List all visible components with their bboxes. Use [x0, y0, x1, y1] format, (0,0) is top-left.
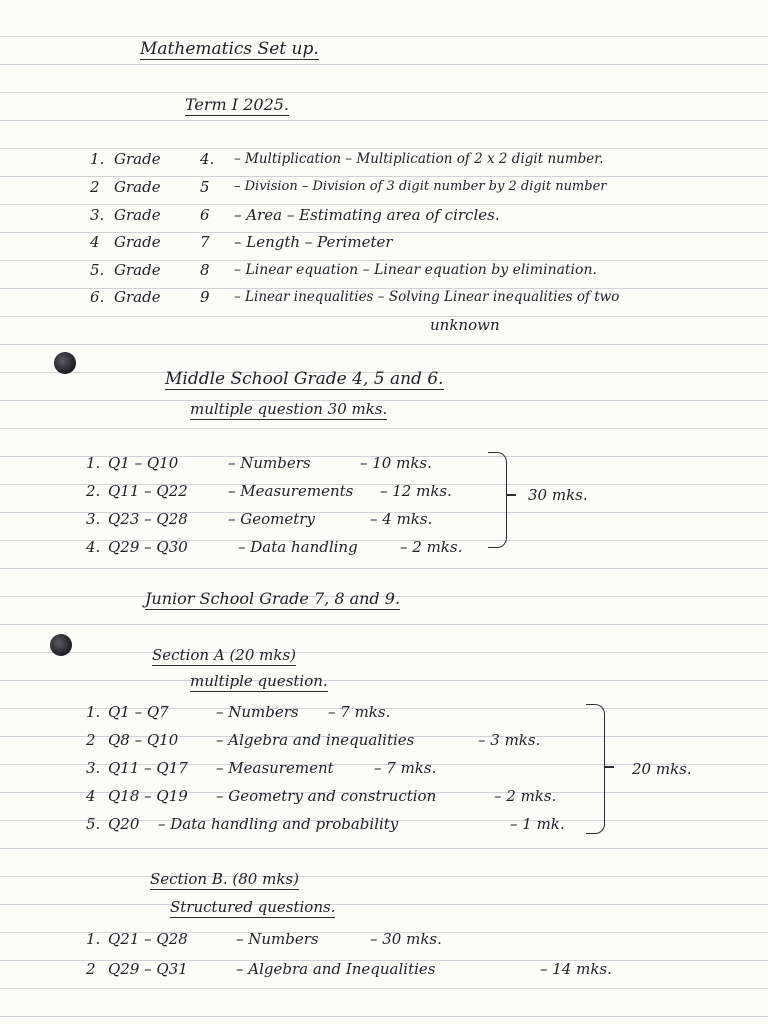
grade-topic: – Division – Division of 3 digit number by 2 digit number	[234, 179, 607, 194]
marks: – 2 mks.	[400, 538, 463, 556]
question-range: Q29 – Q31	[108, 960, 188, 978]
section-b-heading: Section B. (80 mks)	[150, 870, 299, 888]
section-a-heading: Section A (20 mks)	[152, 646, 297, 664]
section-a-total: 20 mks.	[632, 760, 692, 778]
question-range: Q23 – Q28	[108, 510, 188, 528]
grade-label: Grade	[114, 288, 161, 306]
grade-label: Grade	[114, 261, 161, 279]
item-number: 5.	[86, 815, 101, 833]
item-number: 6.	[90, 288, 105, 306]
topic: – Geometry and construction	[216, 787, 437, 805]
marks: – 14 mks.	[540, 960, 612, 978]
item-number: 4.	[86, 538, 101, 556]
marks: – 1 mk.	[510, 815, 565, 833]
grade-topic: – Linear equation – Linear equation by elimination.	[234, 262, 597, 278]
list-item	[0, 703, 768, 721]
topic: – Data handling	[238, 538, 358, 556]
item-number: 2	[86, 960, 96, 978]
grade-label: Grade	[114, 178, 161, 196]
list-item	[0, 482, 768, 500]
item-number: 1.	[86, 454, 101, 472]
marks: – 7 mks.	[374, 759, 437, 777]
item-number: 2	[86, 731, 96, 749]
list-item	[0, 178, 768, 196]
list-item	[0, 150, 768, 168]
topic: – Numbers	[228, 454, 311, 472]
list-item	[0, 960, 768, 978]
topic: – Measurements	[228, 482, 354, 500]
marks: – 30 mks.	[370, 930, 442, 948]
grade-level: 4.	[200, 150, 215, 168]
list-item	[0, 261, 768, 279]
marks: – 10 mks.	[360, 454, 432, 472]
item-number: 5.	[90, 261, 105, 279]
list-item	[0, 510, 768, 528]
list-item	[0, 454, 768, 472]
question-range: Q18 – Q19	[108, 787, 188, 805]
grouping-brace	[586, 704, 605, 834]
middle-school-heading: Middle School Grade 4, 5 and 6.	[165, 369, 444, 389]
page-title: Mathematics Set up.	[140, 39, 319, 59]
item-number: 1.	[90, 150, 105, 168]
question-range: Q11 – Q22	[108, 482, 188, 500]
section-a-subheading: multiple question.	[190, 672, 328, 690]
grade-level: 9	[200, 288, 210, 306]
item-number: 3.	[86, 510, 101, 528]
list-item	[0, 731, 768, 749]
grade-topic: – Length – Perimeter	[234, 233, 393, 251]
list-item	[0, 930, 768, 948]
list-item	[0, 206, 768, 224]
section-b-subheading: Structured questions.	[170, 898, 336, 916]
topic: – Numbers	[236, 930, 319, 948]
list-item	[0, 538, 768, 556]
grade-topic: – Multiplication – Multiplication of 2 x 2 digit number.	[234, 151, 604, 167]
grade-topic: – Linear inequalities – Solving Linear inequalities of two	[234, 289, 620, 305]
question-range: Q20	[108, 815, 140, 833]
list-item	[0, 288, 768, 306]
item-number: 1.	[86, 703, 101, 721]
brace-tip	[604, 766, 614, 768]
question-range: Q11 – Q17	[108, 759, 188, 777]
item-number: 2.	[86, 482, 101, 500]
marks: – 12 mks.	[380, 482, 452, 500]
marks: – 4 mks.	[370, 510, 433, 528]
grade-label: Grade	[114, 150, 161, 168]
question-range: Q21 – Q28	[108, 930, 188, 948]
topic: – Data handling and probability	[158, 815, 399, 833]
list-item	[0, 787, 768, 805]
question-range: Q1 – Q7	[108, 703, 169, 721]
topic: – Geometry	[228, 510, 315, 528]
list-item	[0, 815, 768, 833]
grade-label: Grade	[114, 206, 161, 224]
grade-level: 6	[200, 206, 210, 224]
middle-school-total: 30 mks.	[528, 486, 588, 504]
term-heading: Term I 2025.	[185, 95, 290, 114]
marks: – 7 mks.	[328, 703, 391, 721]
grade-topic: – Area – Estimating area of circles.	[234, 206, 500, 224]
item-number: 1.	[86, 930, 101, 948]
binder-hole	[50, 634, 72, 656]
topic: – Algebra and Inequalities	[236, 960, 436, 978]
question-range: Q1 – Q10	[108, 454, 179, 472]
marks: – 2 mks.	[494, 787, 557, 805]
topic: – Measurement	[216, 759, 334, 777]
grade-level: 5	[200, 178, 210, 196]
question-range: Q29 – Q30	[108, 538, 188, 556]
brace-tip	[506, 494, 516, 496]
grouping-brace	[488, 452, 507, 548]
grade-level: 8	[200, 261, 210, 279]
item-number: 4	[86, 787, 96, 805]
junior-school-heading: Junior School Grade 7, 8 and 9.	[145, 589, 401, 608]
item-number: 4	[90, 233, 100, 251]
binder-hole	[54, 352, 76, 374]
grade-label: Grade	[114, 233, 161, 251]
grade-topic-continuation: unknown	[430, 316, 500, 334]
middle-school-subheading: multiple question 30 mks.	[190, 400, 388, 418]
item-number: 2	[90, 178, 100, 196]
topic: – Algebra and inequalities	[216, 731, 415, 749]
marks: – 3 mks.	[478, 731, 541, 749]
question-range: Q8 – Q10	[108, 731, 179, 749]
item-number: 3.	[86, 759, 101, 777]
list-item	[0, 233, 768, 251]
grade-level: 7	[200, 233, 210, 251]
topic: – Numbers	[216, 703, 299, 721]
item-number: 3.	[90, 206, 105, 224]
